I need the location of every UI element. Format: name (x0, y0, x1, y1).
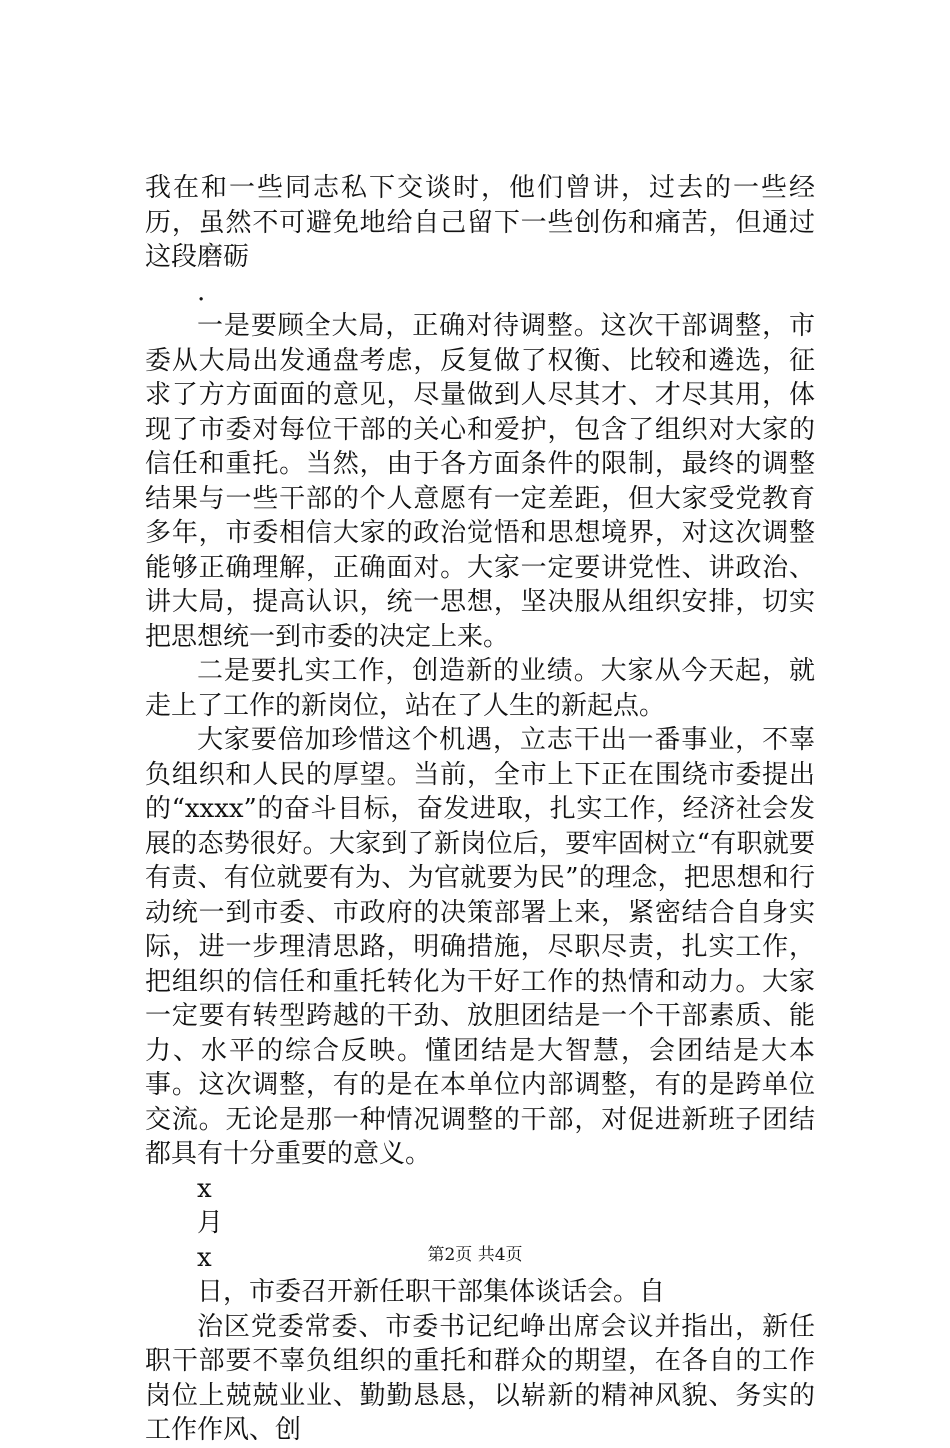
date-fragment-x2: x (197, 1242, 212, 1273)
paragraph-period: . (197, 276, 206, 307)
date-fragment-x1: x (197, 1173, 212, 1204)
paragraph-point-one: 一是要顾全大局，正确对待调整。这次干部调整，市委从大局出发通盘考虑，反复做了权衡、比较和遴选，征求了方方面面的意见，尽量做到人尽其才、才尽其用，体现了市委对每位干部的关心和爱护，包含了组织对大家的信任和重托。当然，由于各方面条件的限制，最终的调整结果与一些干部的个人意愿有一定差距，但大家受党教育多年，市委相信大家的政治觉悟和思想境界，对这次调整能够正确理解，正确面对。大家一定要讲党性、讲政治、讲大局，提高认识，统一思想，坚决服从组织安排，切实把思想统一到市委的决定上来。 (145, 311, 815, 652)
page-footer (0, 1245, 950, 1265)
paragraph-meeting: 日，市委召开新任职干部集体谈话会。自 (197, 1277, 666, 1307)
paragraph-speech: 治区党委常委、市委书记纪峥出席会议并指出，新任职干部要不辜负组织的重托和群众的期望，在各自的工作岗位上兢兢业业、勤勤恳恳，以崭新的精神风貌、务实的工作作风、创 (145, 1311, 815, 1445)
paragraph-continuation: 我在和一些同志私下交谈时，他们曾讲，过去的一些经历，虽然不可避免地给自己留下一些创伤和痛苦，但通过这段磨砺 (145, 173, 815, 272)
page-indicator: 第2页 共4页 (427, 1245, 523, 1265)
date-fragment-month: 月 (197, 1208, 224, 1238)
paragraph-point-two: 二是要扎实工作，创造新的业绩。大家从今天起，就走上了工作的新岗位，站在了人生的新起点。 (145, 656, 815, 721)
paragraph-opportunity: 大家要倍加珍惜这个机遇，立志干出一番事业，不辜负组织和人民的厚望。当前，全市上下正在围绕市委提出的“xxxx”的奋斗目标，奋发进取，扎实工作，经济社会发展的态势很好。大家到了新岗位后，要牢固树立“有职就要有责、有位就要有为、为官就要为民”的理念，把思想和行动统一到市委、市政府的决策部署上来，紧密结合自身实际，进一步理清思路，明确措施，尽职尽责，扎实工作，把组织的信任和重托转化为干好工作的热情和动力。大家一定要有转型跨越的干劲、放胆团结是一个干部素质、能力、水平的综合反映。懂团结是大智慧，会团结是大本事。这次调整，有的是在本单位内部调整，有的是跨单位交流。无论是那一种情况调整的干部，对促进新班子团结都具有十分重要的意义。 (145, 725, 815, 1169)
